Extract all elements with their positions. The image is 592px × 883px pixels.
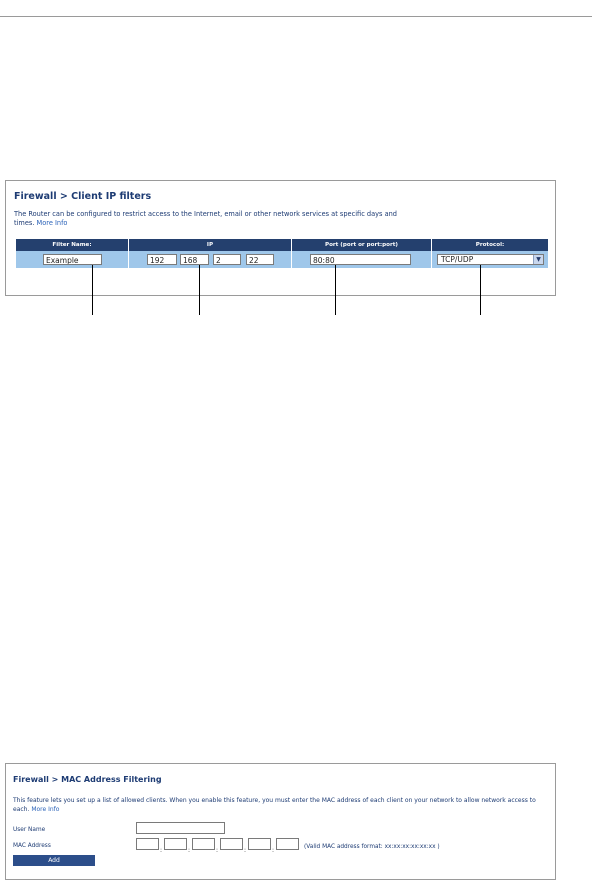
column-header-filter-name: Filter Name: [52, 242, 92, 248]
table-row [16, 251, 548, 268]
mac-separator: : [244, 847, 247, 854]
protocol-selected-value: TCP/UDP [441, 255, 474, 264]
user-name-label: User Name [13, 827, 46, 833]
ip-filter-table [16, 239, 548, 269]
ip-octet-3-input[interactable]: 2 [213, 254, 241, 265]
callout-line-ip [199, 265, 200, 315]
more-info-link[interactable]: More Info [36, 218, 68, 227]
mac-address-filtering-panel [5, 763, 556, 880]
mac-separator: : [216, 847, 219, 854]
add-button[interactable]: Add [13, 855, 95, 866]
mac-separator: : [160, 847, 163, 854]
ip-octet-1-input[interactable]: 192 [147, 254, 177, 265]
page-top-rule [0, 16, 592, 17]
page-title: Firewall > Client IP filters [14, 191, 152, 202]
client-ip-filters-panel [5, 180, 556, 296]
mac-octet-2-input[interactable] [164, 838, 187, 850]
user-name-input[interactable] [136, 822, 225, 834]
mac-octet-6-input[interactable] [276, 838, 299, 850]
cell-filter-name [16, 251, 128, 268]
page-title: Firewall > MAC Address Filtering [13, 775, 162, 784]
mac-address-label: MAC Address [13, 843, 51, 849]
ip-octet-4-input[interactable]: 22 [246, 254, 274, 265]
column-header-protocol: Protocol: [431, 239, 548, 251]
mac-separator: : [272, 847, 275, 854]
protocol-select[interactable] [437, 254, 544, 265]
mac-octet-4-input[interactable] [220, 838, 243, 850]
cell-ip [128, 251, 291, 268]
cell-port [291, 251, 431, 268]
callout-line-filter-name [92, 265, 93, 315]
description: The Router can be configured to restrict access to the Internet, email or other network services at specific days and times. More Info [14, 210, 397, 227]
mac-format-hint: (Valid MAC address format: xx:xx:xx:xx:xx:xx ) [304, 844, 440, 850]
filter-name-input[interactable]: Example [43, 254, 102, 265]
description: This feature lets you set up a list of allowed clients. When you enable this feature, you must enter the MAC address of each client on your network to allow network access to each. More Info [13, 797, 536, 813]
mac-octet-5-input[interactable] [248, 838, 271, 850]
callout-line-port [335, 265, 336, 315]
chevron-down-icon[interactable]: ▼ [533, 255, 543, 264]
column-header-ip: IP [128, 239, 291, 251]
mac-octet-3-input[interactable] [192, 838, 215, 850]
mac-octet-1-input[interactable] [136, 838, 159, 850]
cell-protocol [431, 251, 548, 268]
table-header [16, 239, 548, 251]
column-header-port: Port (port or port:port) [291, 239, 431, 251]
callout-line-protocol [480, 265, 481, 315]
mac-separator: : [188, 847, 191, 854]
ip-octet-2-input[interactable]: 168 [180, 254, 209, 265]
more-info-link[interactable]: More Info [31, 806, 60, 813]
port-input[interactable]: 80:80 [310, 254, 411, 265]
